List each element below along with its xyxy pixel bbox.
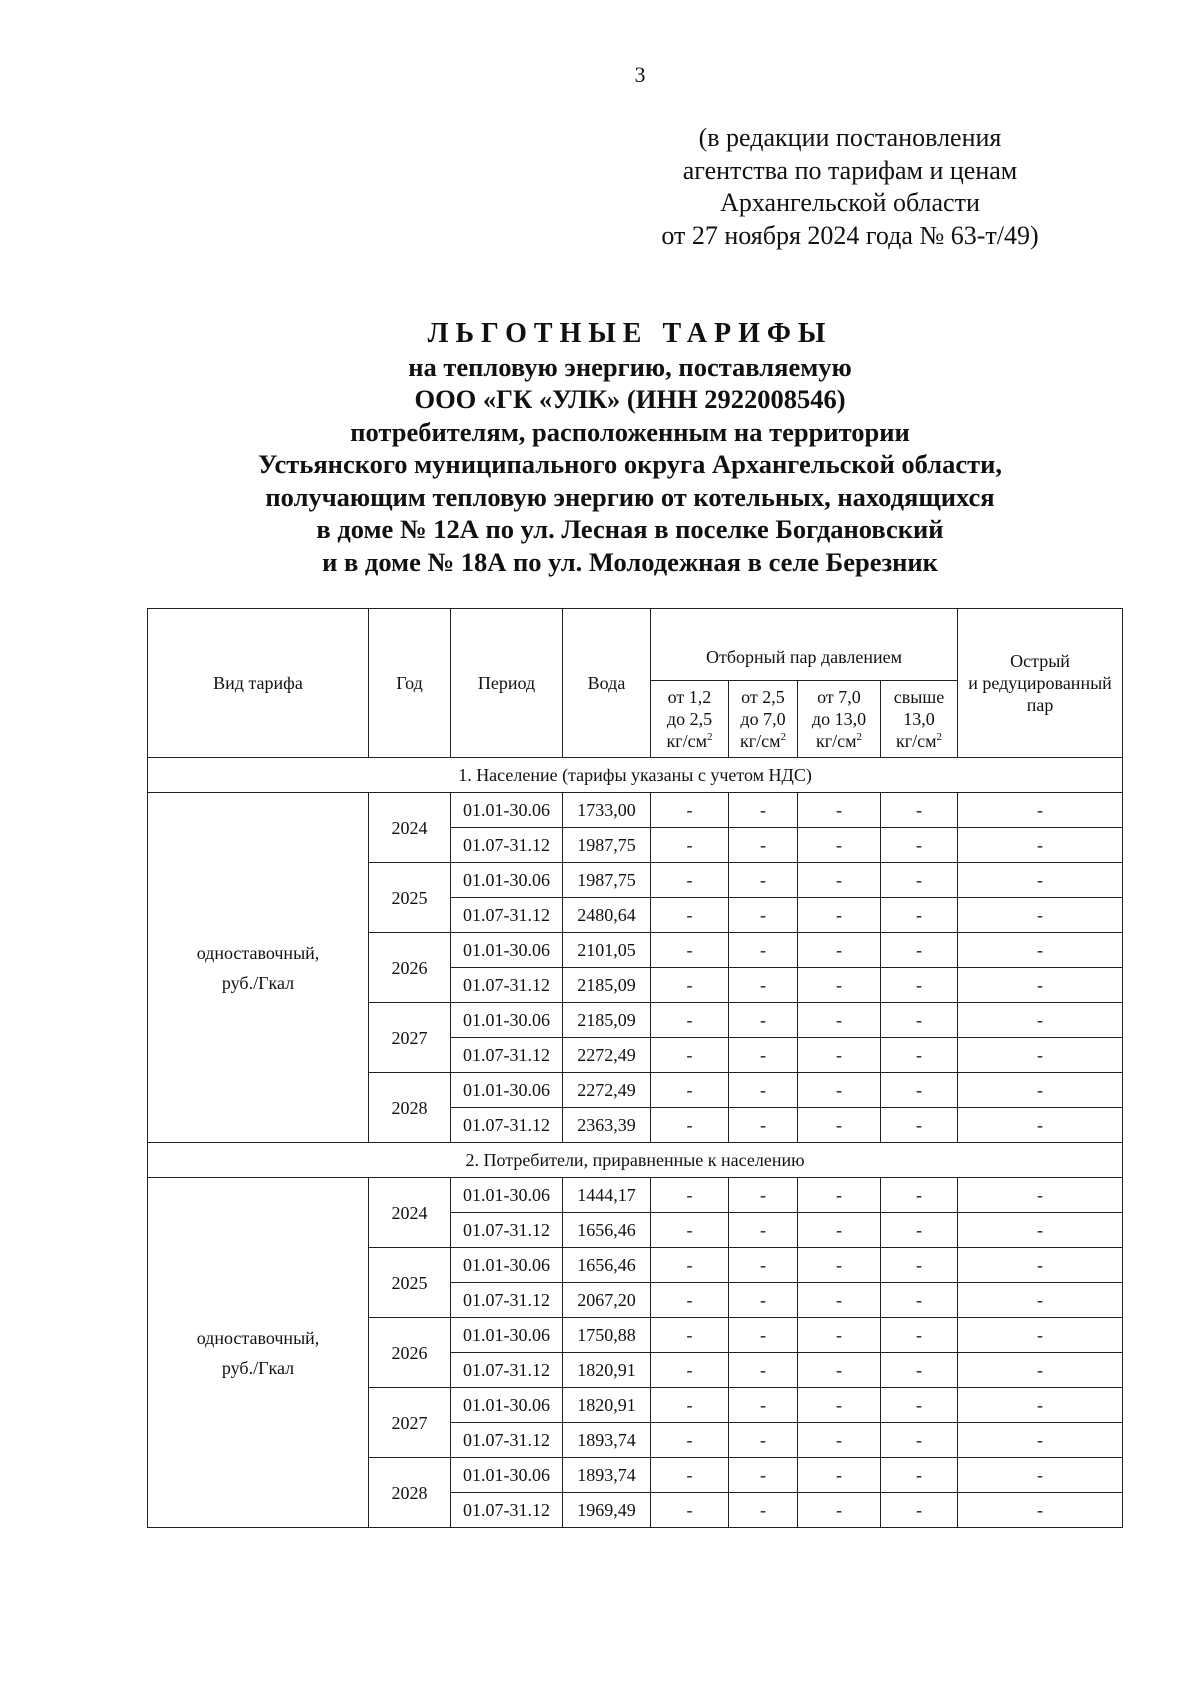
year-cell: 2027	[369, 1003, 451, 1073]
empty-value-cell: -	[651, 968, 729, 1003]
pressure-unit	[651, 730, 728, 752]
empty-value-cell: -	[729, 793, 798, 828]
water-value-cell: 2272,49	[563, 1073, 651, 1108]
period-cell: 01.01-30.06	[451, 1318, 563, 1353]
water-value-cell: 1893,74	[563, 1458, 651, 1493]
empty-value-cell: -	[798, 1423, 881, 1458]
empty-value-cell: -	[958, 1073, 1123, 1108]
tariff-type-cell	[148, 793, 369, 1143]
empty-value-cell: -	[729, 1178, 798, 1213]
empty-value-cell: -	[729, 863, 798, 898]
header-period-label: Период	[477, 673, 536, 693]
year-cell: 2025	[369, 863, 451, 933]
empty-value-cell: -	[881, 968, 958, 1003]
empty-value-cell: -	[729, 1388, 798, 1423]
empty-value-cell: -	[881, 1493, 958, 1528]
empty-value-cell: -	[651, 1178, 729, 1213]
pressure-line: от 2,5	[741, 687, 785, 707]
water-value-cell: 1820,91	[563, 1388, 651, 1423]
header-pressure-2	[729, 681, 798, 758]
period-cell: 01.07-31.12	[451, 1353, 563, 1388]
empty-value-cell: -	[881, 1003, 958, 1038]
period-cell: 01.07-31.12	[451, 1493, 563, 1528]
period-cell: 01.01-30.06	[451, 1458, 563, 1493]
empty-value-cell: -	[651, 1213, 729, 1248]
empty-value-cell: -	[958, 1213, 1123, 1248]
period-cell: 01.07-31.12	[451, 1108, 563, 1143]
empty-value-cell: -	[729, 1458, 798, 1493]
year-cell: 2027	[369, 1388, 451, 1458]
title-line: потребителям, расположенным на территории	[350, 416, 910, 447]
unit-text: кг/см	[739, 731, 781, 751]
pressure-unit	[729, 730, 797, 752]
empty-value-cell: -	[729, 1423, 798, 1458]
empty-value-cell: -	[958, 1493, 1123, 1528]
title-line: в доме № 12А по ул. Лесная в поселке Богдановский	[316, 514, 944, 544]
empty-value-cell: -	[798, 1353, 881, 1388]
table-row	[148, 793, 1123, 828]
empty-value-cell: -	[958, 1178, 1123, 1213]
empty-value-cell: -	[729, 1248, 798, 1283]
empty-value-cell: -	[729, 1353, 798, 1388]
empty-value-cell: -	[729, 898, 798, 933]
unit-exponent: 2	[780, 731, 786, 743]
empty-value-cell: -	[651, 1353, 729, 1388]
empty-value-cell: -	[958, 1248, 1123, 1283]
header-steam-group	[651, 609, 958, 681]
period-cell: 01.07-31.12	[451, 828, 563, 863]
empty-value-cell: -	[651, 1423, 729, 1458]
tariff-type-line: одноставочный,	[196, 1327, 320, 1348]
empty-value-cell: -	[798, 1458, 881, 1493]
unit-exponent: 2	[936, 731, 943, 743]
empty-value-cell: -	[651, 1003, 729, 1038]
period-cell: 01.01-30.06	[451, 1248, 563, 1283]
empty-value-cell: -	[881, 933, 958, 968]
period-cell: 01.07-31.12	[451, 1213, 563, 1248]
empty-value-cell: -	[651, 1318, 729, 1353]
empty-value-cell: -	[651, 1458, 729, 1493]
empty-value-cell: -	[729, 1318, 798, 1353]
empty-value-cell: -	[798, 1038, 881, 1073]
period-cell: 01.01-30.06	[451, 1388, 563, 1423]
empty-value-cell: -	[798, 1388, 881, 1423]
empty-value-cell: -	[798, 933, 881, 968]
empty-value-cell: -	[958, 1423, 1123, 1458]
title-line: на тепловую энергию, поставляемую	[408, 351, 852, 382]
water-value-cell: 1820,91	[563, 1353, 651, 1388]
pressure-line: до 2,5	[666, 709, 713, 729]
tariff-type-cell	[148, 1178, 369, 1528]
title-main: ЛЬГОТНЫЕ ТАРИФЫ	[427, 318, 833, 349]
edition-note	[620, 122, 1080, 252]
pressure-line: до 7,0	[740, 709, 786, 729]
empty-value-cell: -	[881, 863, 958, 898]
empty-value-cell: -	[798, 1213, 881, 1248]
water-value-cell: 2101,05	[563, 933, 651, 968]
year-cell: 2024	[369, 1178, 451, 1248]
document-title	[140, 318, 1120, 578]
water-value-cell: 2272,49	[563, 1038, 651, 1073]
period-cell: 01.01-30.06	[451, 1073, 563, 1108]
header-pressure-4	[881, 681, 958, 758]
water-value-cell: 2185,09	[563, 968, 651, 1003]
header-type	[148, 609, 369, 758]
water-value-cell: 2480,64	[563, 898, 651, 933]
period-cell: 01.07-31.12	[451, 1038, 563, 1073]
header-steam-group-label: Отборный пар давлением	[706, 646, 903, 667]
empty-value-cell: -	[798, 863, 881, 898]
empty-value-cell: -	[958, 1003, 1123, 1038]
section-row	[148, 1143, 1123, 1178]
empty-value-cell: -	[881, 1108, 958, 1143]
empty-value-cell: -	[958, 1283, 1123, 1318]
empty-value-cell: -	[881, 1283, 958, 1318]
header-type-label: Вид тарифа	[213, 673, 303, 693]
empty-value-cell: -	[958, 863, 1123, 898]
empty-value-cell: -	[729, 1003, 798, 1038]
empty-value-cell: -	[881, 828, 958, 863]
unit-text: кг/см	[666, 731, 707, 751]
empty-value-cell: -	[651, 863, 729, 898]
water-value-cell: 2067,20	[563, 1283, 651, 1318]
empty-value-cell: -	[798, 1248, 881, 1283]
empty-value-cell: -	[729, 1213, 798, 1248]
empty-value-cell: -	[958, 793, 1123, 828]
empty-value-cell: -	[651, 1073, 729, 1108]
unit-exponent: 2	[856, 731, 862, 743]
empty-value-cell: -	[881, 1423, 958, 1458]
empty-value-cell: -	[798, 1073, 881, 1108]
section-title: 1. Население (тарифы указаны с учетом НДС)	[148, 758, 1123, 793]
empty-value-cell: -	[958, 933, 1123, 968]
empty-value-cell: -	[651, 828, 729, 863]
header-sharp-line: пар	[1026, 695, 1054, 715]
tariff-type-line: одноставочный,	[196, 942, 320, 963]
empty-value-cell: -	[651, 1283, 729, 1318]
edition-note-line: от 27 ноября 2024 года № 63-т/49)	[661, 220, 1039, 250]
water-value-cell: 1969,49	[563, 1493, 651, 1528]
empty-value-cell: -	[798, 828, 881, 863]
empty-value-cell: -	[729, 828, 798, 863]
empty-value-cell: -	[798, 1003, 881, 1038]
pressure-line: от 1,2	[667, 687, 712, 707]
unit-exponent: 2	[707, 731, 713, 743]
period-cell: 01.01-30.06	[451, 1003, 563, 1038]
table-row	[148, 1178, 1123, 1213]
year-cell: 2028	[369, 1458, 451, 1528]
empty-value-cell: -	[881, 1318, 958, 1353]
empty-value-cell: -	[881, 1073, 958, 1108]
empty-value-cell: -	[729, 1283, 798, 1318]
empty-value-cell: -	[798, 1493, 881, 1528]
empty-value-cell: -	[881, 1178, 958, 1213]
period-cell: 01.07-31.12	[451, 968, 563, 1003]
empty-value-cell: -	[958, 968, 1123, 1003]
empty-value-cell: -	[798, 1108, 881, 1143]
empty-value-cell: -	[729, 968, 798, 1003]
empty-value-cell: -	[651, 1108, 729, 1143]
water-value-cell: 1656,46	[563, 1248, 651, 1283]
empty-value-cell: -	[729, 1493, 798, 1528]
title-line: Устьянского муниципального округа Архангельской области,	[257, 449, 1003, 479]
pressure-unit	[881, 730, 957, 752]
unit-text: кг/см	[815, 731, 857, 751]
header-sharp-line: Острый	[1010, 651, 1070, 671]
pressure-line: от 7,0	[817, 687, 861, 707]
empty-value-cell: -	[798, 1178, 881, 1213]
water-value-cell: 2185,09	[563, 1003, 651, 1038]
edition-note-line: (в редакции постановления	[698, 123, 1002, 152]
empty-value-cell: -	[881, 1353, 958, 1388]
period-cell: 01.07-31.12	[451, 1283, 563, 1318]
period-cell: 01.01-30.06	[451, 933, 563, 968]
empty-value-cell: -	[958, 1038, 1123, 1073]
empty-value-cell: -	[958, 1458, 1123, 1493]
header-period	[451, 609, 563, 758]
empty-value-cell: -	[958, 1318, 1123, 1353]
period-cell: 01.07-31.12	[451, 898, 563, 933]
title-line: и в доме № 18А по ул. Молодежная в селе Березник	[322, 546, 938, 577]
empty-value-cell: -	[958, 1108, 1123, 1143]
empty-value-cell: -	[651, 1388, 729, 1423]
empty-value-cell: -	[798, 968, 881, 1003]
pressure-line: свыше	[893, 687, 945, 707]
pressure-line: 13,0	[903, 709, 935, 729]
water-value-cell: 2363,39	[563, 1108, 651, 1143]
period-cell: 01.01-30.06	[451, 793, 563, 828]
period-cell: 01.01-30.06	[451, 863, 563, 898]
header-sharp-line: и редуцированный	[968, 673, 1112, 693]
section-title: 2. Потребители, приравненные к населению	[148, 1143, 1123, 1178]
section-row	[148, 758, 1123, 793]
empty-value-cell: -	[958, 898, 1123, 933]
empty-value-cell: -	[729, 1038, 798, 1073]
empty-value-cell: -	[651, 933, 729, 968]
header-water	[563, 609, 651, 758]
pressure-unit	[798, 730, 880, 752]
edition-note-line: Архангельской области	[720, 188, 980, 217]
empty-value-cell: -	[881, 793, 958, 828]
empty-value-cell: -	[881, 1248, 958, 1283]
empty-value-cell: -	[651, 898, 729, 933]
empty-value-cell: -	[729, 1108, 798, 1143]
period-cell: 01.07-31.12	[451, 1423, 563, 1458]
year-cell: 2026	[369, 1318, 451, 1388]
empty-value-cell: -	[881, 1038, 958, 1073]
header-water-label: Вода	[587, 673, 626, 693]
water-value-cell: 1750,88	[563, 1318, 651, 1353]
empty-value-cell: -	[798, 1283, 881, 1318]
empty-value-cell: -	[729, 933, 798, 968]
water-value-cell: 1893,74	[563, 1423, 651, 1458]
title-line: получающим тепловую энергию от котельных, находящихся	[265, 481, 995, 512]
period-cell: 01.01-30.06	[451, 1178, 563, 1213]
tariff-table	[147, 608, 1123, 1528]
header-pressure-3	[798, 681, 881, 758]
year-cell: 2026	[369, 933, 451, 1003]
empty-value-cell: -	[881, 1388, 958, 1423]
header-pressure-1	[651, 681, 729, 758]
year-cell: 2025	[369, 1248, 451, 1318]
empty-value-cell: -	[651, 1493, 729, 1528]
year-cell: 2028	[369, 1073, 451, 1143]
unit-text: кг/см	[896, 731, 937, 751]
water-value-cell: 1987,75	[563, 863, 651, 898]
empty-value-cell: -	[881, 898, 958, 933]
pressure-line: до 13,0	[811, 709, 867, 729]
empty-value-cell: -	[881, 1213, 958, 1248]
year-cell: 2024	[369, 793, 451, 863]
empty-value-cell: -	[958, 1353, 1123, 1388]
header-year	[369, 609, 451, 758]
tariff-type-line: руб./Гкал	[221, 1357, 295, 1378]
empty-value-cell: -	[651, 1038, 729, 1073]
header-year-label: Год	[396, 673, 423, 693]
header-sharp-steam	[958, 609, 1123, 758]
water-value-cell: 1656,46	[563, 1213, 651, 1248]
empty-value-cell: -	[651, 1248, 729, 1283]
title-line: ООО «ГК «УЛК» (ИНН 2922008546)	[414, 384, 846, 414]
empty-value-cell: -	[729, 1073, 798, 1108]
water-value-cell: 1733,00	[563, 793, 651, 828]
empty-value-cell: -	[798, 793, 881, 828]
empty-value-cell: -	[798, 1318, 881, 1353]
empty-value-cell: -	[651, 793, 729, 828]
empty-value-cell: -	[958, 1388, 1123, 1423]
empty-value-cell: -	[798, 898, 881, 933]
edition-note-line: агентства по тарифам и ценам	[682, 155, 1018, 185]
water-value-cell: 1444,17	[563, 1178, 651, 1213]
tariff-type-line: руб./Гкал	[221, 972, 295, 993]
empty-value-cell: -	[958, 828, 1123, 863]
empty-value-cell: -	[881, 1458, 958, 1493]
water-value-cell: 1987,75	[563, 828, 651, 863]
page-number: 3	[634, 62, 646, 87]
